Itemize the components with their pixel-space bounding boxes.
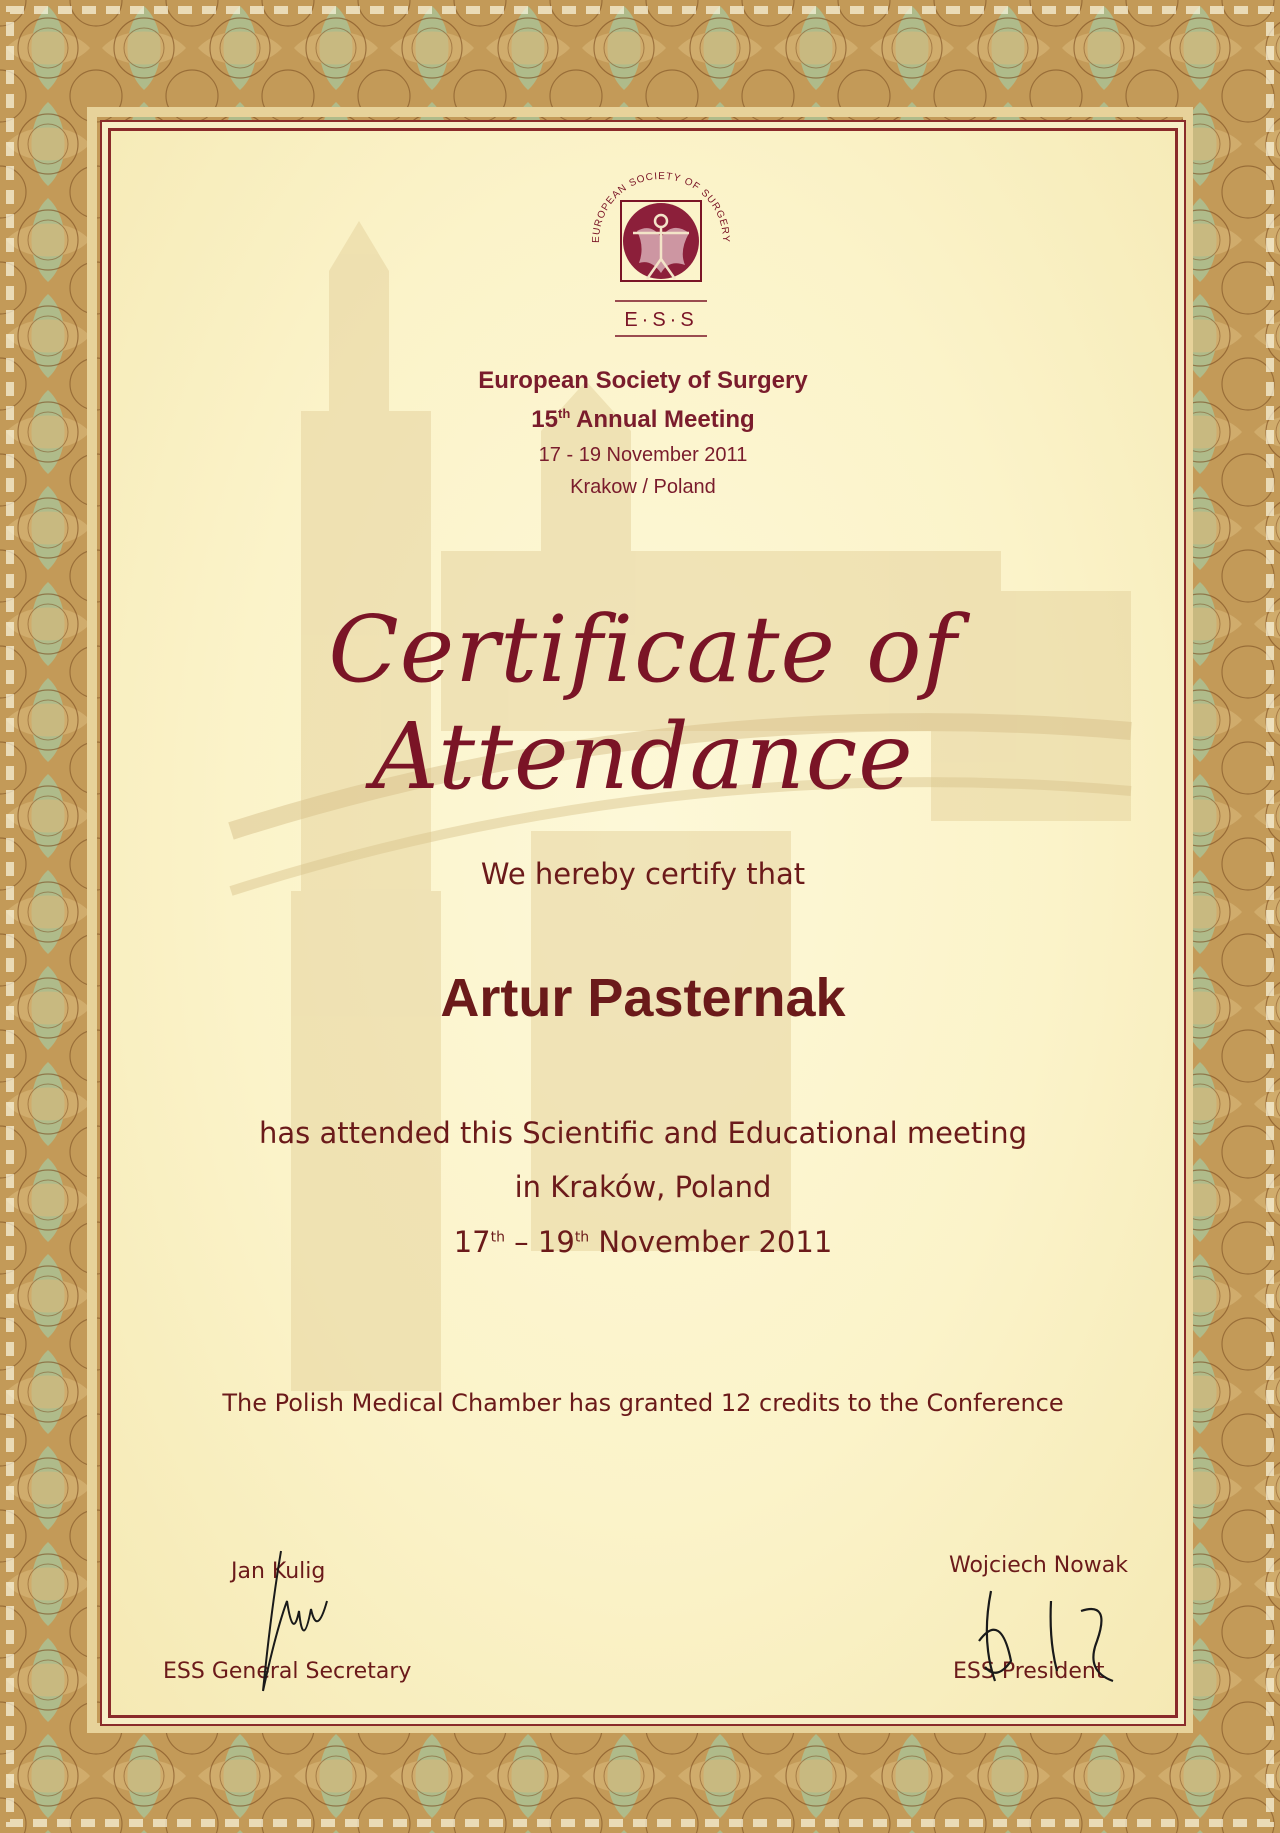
logo-initials: E·S·S: [624, 309, 698, 331]
meeting-place: Krakow / Poland: [570, 476, 716, 498]
meeting-number: 15: [531, 406, 558, 433]
recipient-name: Artur Pasternak: [440, 968, 846, 1028]
meeting-title: [111, 406, 1175, 434]
right-signatory-name: Wojciech Nowak: [949, 1553, 1128, 1578]
ess-logo: [581, 161, 741, 361]
credits-statement: The Polish Medical Chamber has granted 12 credits to the Conference: [222, 1389, 1064, 1417]
organization-name: European Society of Surgery: [478, 367, 808, 394]
certificate-title: Certificate of Attendance: [328, 596, 958, 810]
date-end: 19: [537, 1225, 575, 1259]
event-dates: [111, 1225, 1175, 1259]
date-end-suffix: th: [574, 1229, 590, 1246]
event-location: in Kraków, Poland: [514, 1170, 772, 1204]
meeting-label: Annual Meeting: [576, 406, 755, 433]
date-start-suffix: th: [490, 1229, 505, 1246]
meeting-suffix: th: [557, 406, 571, 421]
left-signature: [241, 1541, 361, 1701]
date-rest: November 2011: [589, 1225, 833, 1259]
certificate-panel: [108, 128, 1178, 1718]
date-start: 17: [453, 1225, 491, 1259]
certify-line: We hereby certify that: [480, 857, 806, 891]
left-signatory-role: ESS General Secretary: [163, 1659, 412, 1684]
right-signatory-role: ESS President: [953, 1659, 1105, 1684]
logo-ring-text: EUROPEAN SOCIETY OF SURGERY: [590, 170, 732, 244]
date-separator: –: [504, 1225, 538, 1259]
meeting-dates: 17 - 19 November 2011: [538, 444, 748, 466]
attendance-statement: has attended this Scientific and Educational meeting: [258, 1116, 1028, 1150]
right-signature: [961, 1571, 1151, 1701]
left-signatory-name: Jan Kulig: [231, 1559, 326, 1584]
